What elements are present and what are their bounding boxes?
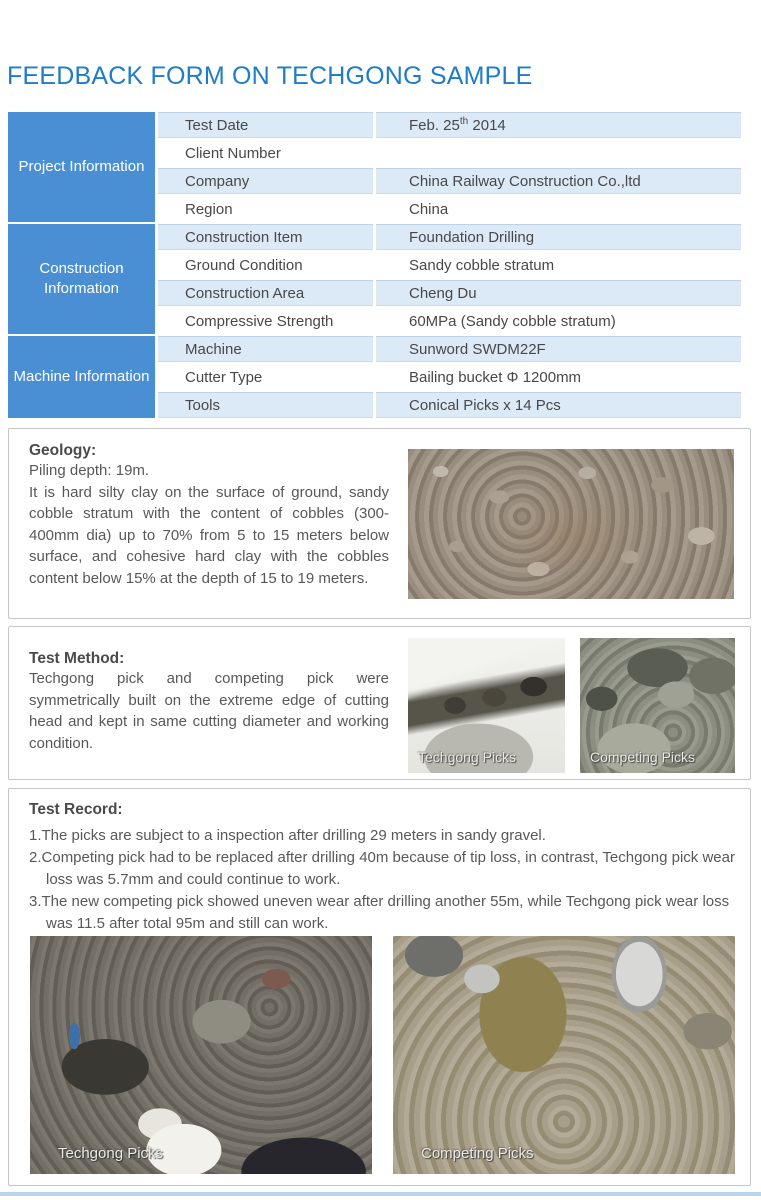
test-method-text-block: [29, 650, 389, 754]
row-value: Bailing bucket Φ 1200mm: [409, 368, 582, 386]
row-value: China: [409, 200, 449, 218]
record-item-number: 3.: [29, 893, 42, 910]
group-cell-machine-information: Machine Information: [8, 336, 155, 418]
test-date-prefix: Feb. 25: [409, 116, 460, 134]
sandy-cobble-stratum-photo: [408, 449, 734, 599]
row-label: Tools: [158, 392, 373, 418]
project-info-table: [5, 110, 744, 420]
row-label: Construction Item: [158, 224, 373, 250]
competing-picks-photo: [580, 638, 735, 773]
row-value: Sandy cobble stratum: [409, 256, 555, 274]
row-label: Machine: [158, 336, 373, 362]
row-label: Compressive Strength: [185, 312, 334, 330]
geology-section: [8, 428, 751, 619]
row-label: Ground Condition: [185, 256, 303, 274]
geology-heading: Geology:: [29, 442, 97, 459]
row-label: Construction Area: [158, 280, 373, 306]
geology-paragraph: It is hard silty clay on the surface of ground, sandy cobble stratum with the content of cobbles (300-400mm dia) up to 70% from 5 to 15 meters below surface, and cohesive hard clay with the cobbles content below 15% at the depth of 15 to 19 meters.: [29, 483, 389, 587]
row-label: Cutter Type: [185, 368, 263, 386]
photo-caption: Techgong Picks: [418, 749, 517, 765]
test-method-paragraph: Techgong pick and competing pick were symmetrically built on the extreme edge of cutting head and kept in same cutting diameter and working condition.: [29, 670, 389, 752]
test-method-heading: Test Method:: [29, 650, 125, 667]
record-item: [29, 891, 741, 935]
row-value: China Railway Construction Co.,ltd: [376, 168, 741, 194]
test-date-suffix: 2014: [468, 116, 506, 134]
row-value: Conical Picks x 14 Pcs: [376, 392, 741, 418]
row-value: [376, 112, 741, 138]
piling-depth-line: Piling depth: 19m.: [29, 462, 150, 479]
row-label: Company: [158, 168, 373, 194]
record-item-number: 1.: [29, 827, 42, 844]
row-label: Test Date: [158, 112, 373, 138]
record-item-text: The picks are subject to a inspection after drilling 29 meters in sandy gravel.: [41, 827, 546, 844]
record-item: [29, 847, 741, 891]
photo-caption: Competing Picks: [590, 749, 696, 765]
record-item-number: 2.: [29, 849, 42, 866]
row-value: [376, 140, 741, 166]
record-item-text: Competing pick had to be replaced after drilling 40m because of tip loss, in contrast, Techgong pick wear loss was 5.7mm and could continue to work.: [41, 849, 735, 888]
group-cell-project-information: Project Information: [8, 112, 155, 222]
row-value: Cheng Du: [376, 280, 741, 306]
test-record-list: [29, 825, 741, 935]
test-record-section: [8, 788, 751, 1186]
row-value: Sunword SWDM22F: [376, 336, 741, 362]
techgong-picks-result-photo: [30, 936, 372, 1174]
techgong-picks-photo: [408, 638, 565, 773]
row-value: Foundation Drilling: [376, 224, 741, 250]
geology-text-block: [29, 442, 389, 589]
table-row: [8, 224, 741, 250]
record-item-text: The new competing pick showed uneven wear after drilling another 55m, while Techgong pick wear loss was 11.5 after total 95m and still can work.: [41, 893, 730, 932]
page-title: FEEDBACK FORM ON TECHGONG SAMPLE: [7, 62, 533, 90]
group-cell-construction-information: Construction Information: [8, 224, 155, 334]
row-value: 60MPa (Sandy cobble stratum): [409, 312, 616, 330]
test-date-ordinal: th: [459, 115, 469, 127]
competing-picks-result-photo: [393, 936, 735, 1174]
photo-caption: Techgong Picks: [58, 1145, 164, 1162]
photo-caption: Competing Picks: [421, 1145, 534, 1162]
row-label: Client Number: [185, 144, 281, 162]
test-record-heading: Test Record:: [29, 801, 123, 818]
table-row: [8, 336, 741, 362]
row-label: Region: [185, 200, 233, 218]
test-method-section: [8, 626, 751, 780]
record-item: [29, 825, 741, 847]
table-row: [8, 112, 741, 138]
page-bottom-rule: [0, 1192, 761, 1196]
